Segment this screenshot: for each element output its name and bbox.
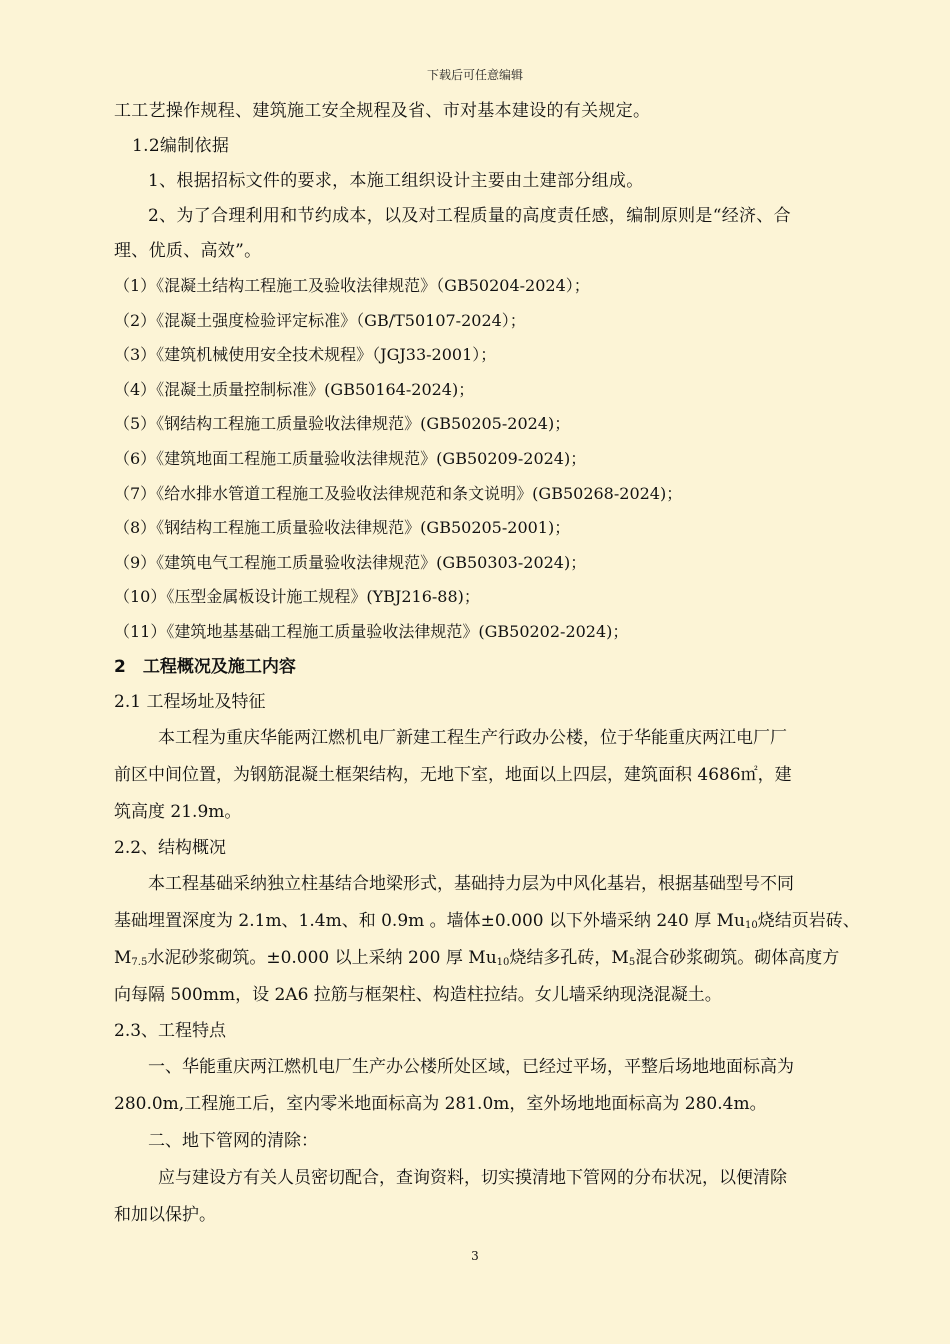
paragraph-continued: 和加以保护。: [114, 1204, 216, 1225]
paragraph-continued: [114, 940, 886, 977]
page-number: 3: [471, 1249, 479, 1263]
reference-item: （11）《建筑地基基础工程施工质量验收法律规范》(GB50202-2024)；: [114, 621, 629, 641]
reference-item: （9）《建筑电气工程施工质量验收法律规范》(GB50303-2024)；: [114, 552, 587, 572]
subscript: 10: [496, 956, 510, 968]
paragraph: 二、地下管网的清除：: [148, 1130, 318, 1151]
paragraph: 1、根据招标文件的要求，本施工组织设计主要由土建部分组成。: [148, 171, 644, 191]
intro-line: 工工艺操作规程、建筑施工安全规程及省、市对基本建设的有关规定。: [114, 101, 651, 121]
paragraph-continued: 前区中间位置，为钢筋混凝土框架结构，无地下室，地面以上四层，建筑面积 4686㎡，建: [114, 764, 792, 785]
reference-item: （4）《混凝土质量控制标准》(GB50164-2024)；: [114, 379, 475, 399]
reference-list: [114, 269, 886, 650]
text-run: 水泥砂浆砌筑。±0.000 以上采纳 200 厚 Mu: [147, 947, 497, 968]
section-2-3-title: 2.3、工程特点: [114, 1020, 227, 1041]
reference-item: （8）《钢结构工程施工质量验收法律规范》(GB50205-2001)；: [114, 518, 571, 538]
subscript: 7.5: [131, 956, 148, 968]
paragraph: 本工程为重庆华能两江燃机电厂新建工程生产行政办公楼，位于华能重庆两江电厂厂: [158, 727, 787, 748]
text-run: 烧结页岩砖、: [757, 910, 860, 931]
paragraph: 应与建设方有关人员密切配合，查询资料，切实摸清地下管网的分布状况，以便清除: [158, 1167, 787, 1188]
paragraph-continued: 理、优质、高效”。: [114, 241, 262, 261]
section-2-2-title: 2.2、结构概况: [114, 837, 227, 858]
document-body: [114, 94, 886, 1234]
paragraph-continued: 向每隔 500mm，设 2A6 拉筋与框架柱、构造柱拉结。女儿墙采纳现浇混凝土。: [114, 984, 722, 1005]
reference-item: （10）《压型金属板设计施工规程》(YBJ216-88)；: [114, 587, 480, 607]
text-run: 基础埋置深度为 2.1m、1.4m、和 0.9m 。墙体±0.000 以下外墙采纳 240 厚 Mu: [114, 910, 746, 931]
page-header: 下载后可任意编辑: [426, 68, 523, 82]
paragraph: 2、为了合理利用和节约成本，以及对工程质量的高度责任感，编制原则是“经济、合: [148, 206, 791, 226]
section-2-heading: 2 工程概况及施工内容: [114, 656, 296, 677]
text-run: 混合砂浆砌筑。砌体高度方: [635, 947, 840, 968]
text-run: 烧结多孔砖，M: [509, 947, 629, 968]
reference-item: （2）《混凝土强度检验评定标准》（GB/T50107-2024）；: [114, 310, 526, 330]
reference-item: （1）《混凝土结构工程施工及验收法律规范》（GB50204-2024）；: [114, 276, 590, 295]
paragraph-continued: [114, 903, 886, 940]
paragraph: 一、华能重庆两江燃机电厂生产办公楼所处区域，已经过平场，平整后场地地面标高为: [148, 1056, 794, 1077]
section-1-2-title: 1.2编制依据: [132, 136, 230, 156]
reference-item: （7）《给水排水管道工程施工及验收法律规范和条文说明》(GB50268-2024)；: [114, 483, 683, 503]
section-2-1-title: 2.1 工程场址及特征: [114, 691, 266, 712]
paragraph: 本工程基础采纳独立柱基结合地梁形式，基础持力层为中风化基岩，根据基础型号不同: [148, 873, 794, 894]
subscript: 10: [745, 919, 758, 931]
reference-item: （5）《钢结构工程施工质量验收法律规范》(GB50205-2024)；: [114, 414, 571, 434]
reference-item: （3）《建筑机械使用安全技术规程》（JGJ33-2001）；: [114, 345, 497, 365]
text-run: M: [114, 947, 132, 968]
paragraph-continued: 280.0m,工程施工后，室内零米地面标高为 281.0m，室外场地地面标高为 280.4m。: [114, 1093, 767, 1114]
subscript: 5: [628, 956, 636, 968]
reference-item: （6）《建筑地面工程施工质量验收法律规范》(GB50209-2024)；: [114, 448, 587, 468]
paragraph-continued: 筑高度 21.9m。: [114, 801, 242, 822]
